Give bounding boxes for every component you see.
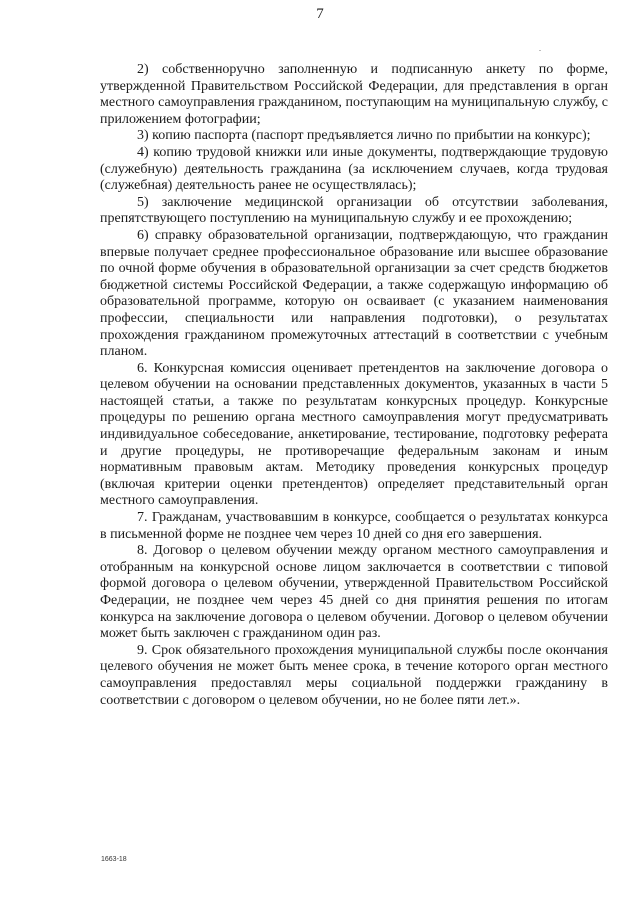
paragraph-part-7: 7. Гражданам, участвовавшим в конкурсе, сообщается о результатах конкурса в письменной форме не позднее чем через 10 дней со дня его завершения. (100, 510, 608, 542)
paragraph-part-9: 9. Срок обязательного прохождения муниципальной службы после окончания целевого обучения не может быть менее срока, в течение которого орган местного самоуправления предоставлял меры социальной поддержки гражданину в соответствии с договором о целевом обучении, но не более пяти лет.». (100, 642, 608, 708)
footer-document-code: 1663-18 (101, 856, 127, 863)
paragraph-item-4: 4) копию трудовой книжки или иные документы, подтверждающие трудовую (служебную) деятельность гражданина (за исключением случаев, когда трудовая (служебная) деятельность ранее не осуществлялась); (100, 144, 608, 194)
paragraph-item-6: 6) справку образовательной организации, подтверждающую, что гражданин впервые получает среднее профессиональное образование или высшее образование по очной форме обучения в образовательной организации за счет средств бюджетов бюджетной системы Российской Федерации, а также содержащую информацию об образовательной программе, которую он осваивает (с указанием наименования профессии, специальности или направления подготовки), о результатах прохождения гражданином промежуточных аттестаций в соответствии с учебным планом. (100, 227, 608, 360)
page-number: 7 (316, 6, 324, 22)
paragraph-item-3: 3) копию паспорта (паспорт предъявляется лично по прибытии на конкурс); (137, 128, 591, 144)
document-body (100, 62, 608, 709)
paragraph-part-6: 6. Конкурсная комиссия оценивает претендентов на заключение договора о целевом обучении на основании представленных документов, указанных в части 5 настоящей статьи, а также по результатам конкурсных процедур. Конкурсные процедуры по решению органа местного самоуправления могут предусматривать индивидуальное собеседование, анкетирование, тестирование, подготовку реферата и другие процедуры, не противоречащие федеральным законам и иным нормативным правовым актам. Методику проведения конкурсных процедур (включая критерии оценки претендентов) определяет представительный орган местного самоуправления. (100, 360, 608, 509)
paragraph-item-5: 5) заключение медицинской организации об отсутствии заболевания, препятствующего поступлению на муниципальную службу и ее прохождению; (100, 194, 608, 227)
paragraph-part-8: 8. Договор о целевом обучении между органом местного самоуправления и отобранным на конкурсной основе лицом заключается в соответствии с типовой формой договора о целевом обучении, утвержденной Правительством Российской Федерации, не позднее чем через 45 дней со дня принятия решения по итогам конкурса на заключение договора о целевом обучении. Договор о целевом обучении может быть заключен с гражданином один раз. (100, 543, 608, 642)
scan-mark: . (539, 44, 541, 53)
paragraph-item-2: 2) собственноручно заполненную и подписанную анкету по форме, утвержденной Правительством Российской Федерации, для представления в орган местного самоуправления гражданином, поступающим на муниципальную службу, с приложением фотографии; (100, 62, 608, 127)
